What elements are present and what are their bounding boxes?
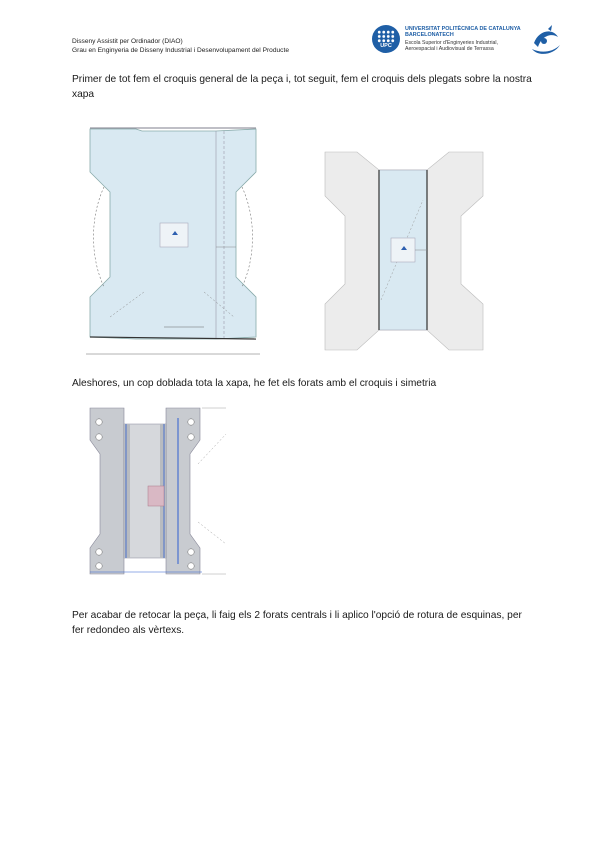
paragraph-sketch-intro: Primer de tot fem el croquis general de la peça i, tot seguit, fem el croquis dels plegats sobre la nostra xapa (72, 74, 532, 100)
bend-sketch-figure (323, 150, 485, 352)
school-name-line1: Escola Superior d'Enginyeries Industrial, (405, 40, 498, 46)
school-name (405, 40, 525, 52)
university-name-line1: UNIVERSITAT POLITÈCNICA DE CATALUNYA (405, 26, 521, 32)
university-name (405, 26, 530, 38)
university-name-line2: BARCELONATECH (405, 32, 454, 38)
paragraph-holes-symmetry: Aleshores, un cop doblada tota la xapa, he fet els forats amb el croquis i simetria (72, 378, 437, 389)
folded-part-figure (86, 404, 236, 588)
document-header (72, 37, 289, 55)
course-title: Disseny Assistit per Ordinador (DIAO) (72, 38, 183, 45)
university-logo-block (372, 23, 562, 57)
general-sketch-figure (84, 127, 282, 359)
terrassa-logo-icon (528, 23, 562, 57)
upc-mark-text: UPC (380, 43, 392, 49)
upc-dots-icon (377, 30, 395, 43)
school-name-line2: Aeroespacial i Audiovisual de Terrassa (405, 46, 494, 52)
paragraph-corner-rounding: Per acabar de retocar la peça, li faig els 2 forats centrals i li aplico l'opció de rotura de esquinas, per fer redondeo als vèrtexs. (72, 610, 522, 636)
degree-title: Grau en Enginyeria de Disseny Industrial i Desenvolupament del Producte (72, 47, 289, 54)
upc-logo (372, 25, 400, 53)
